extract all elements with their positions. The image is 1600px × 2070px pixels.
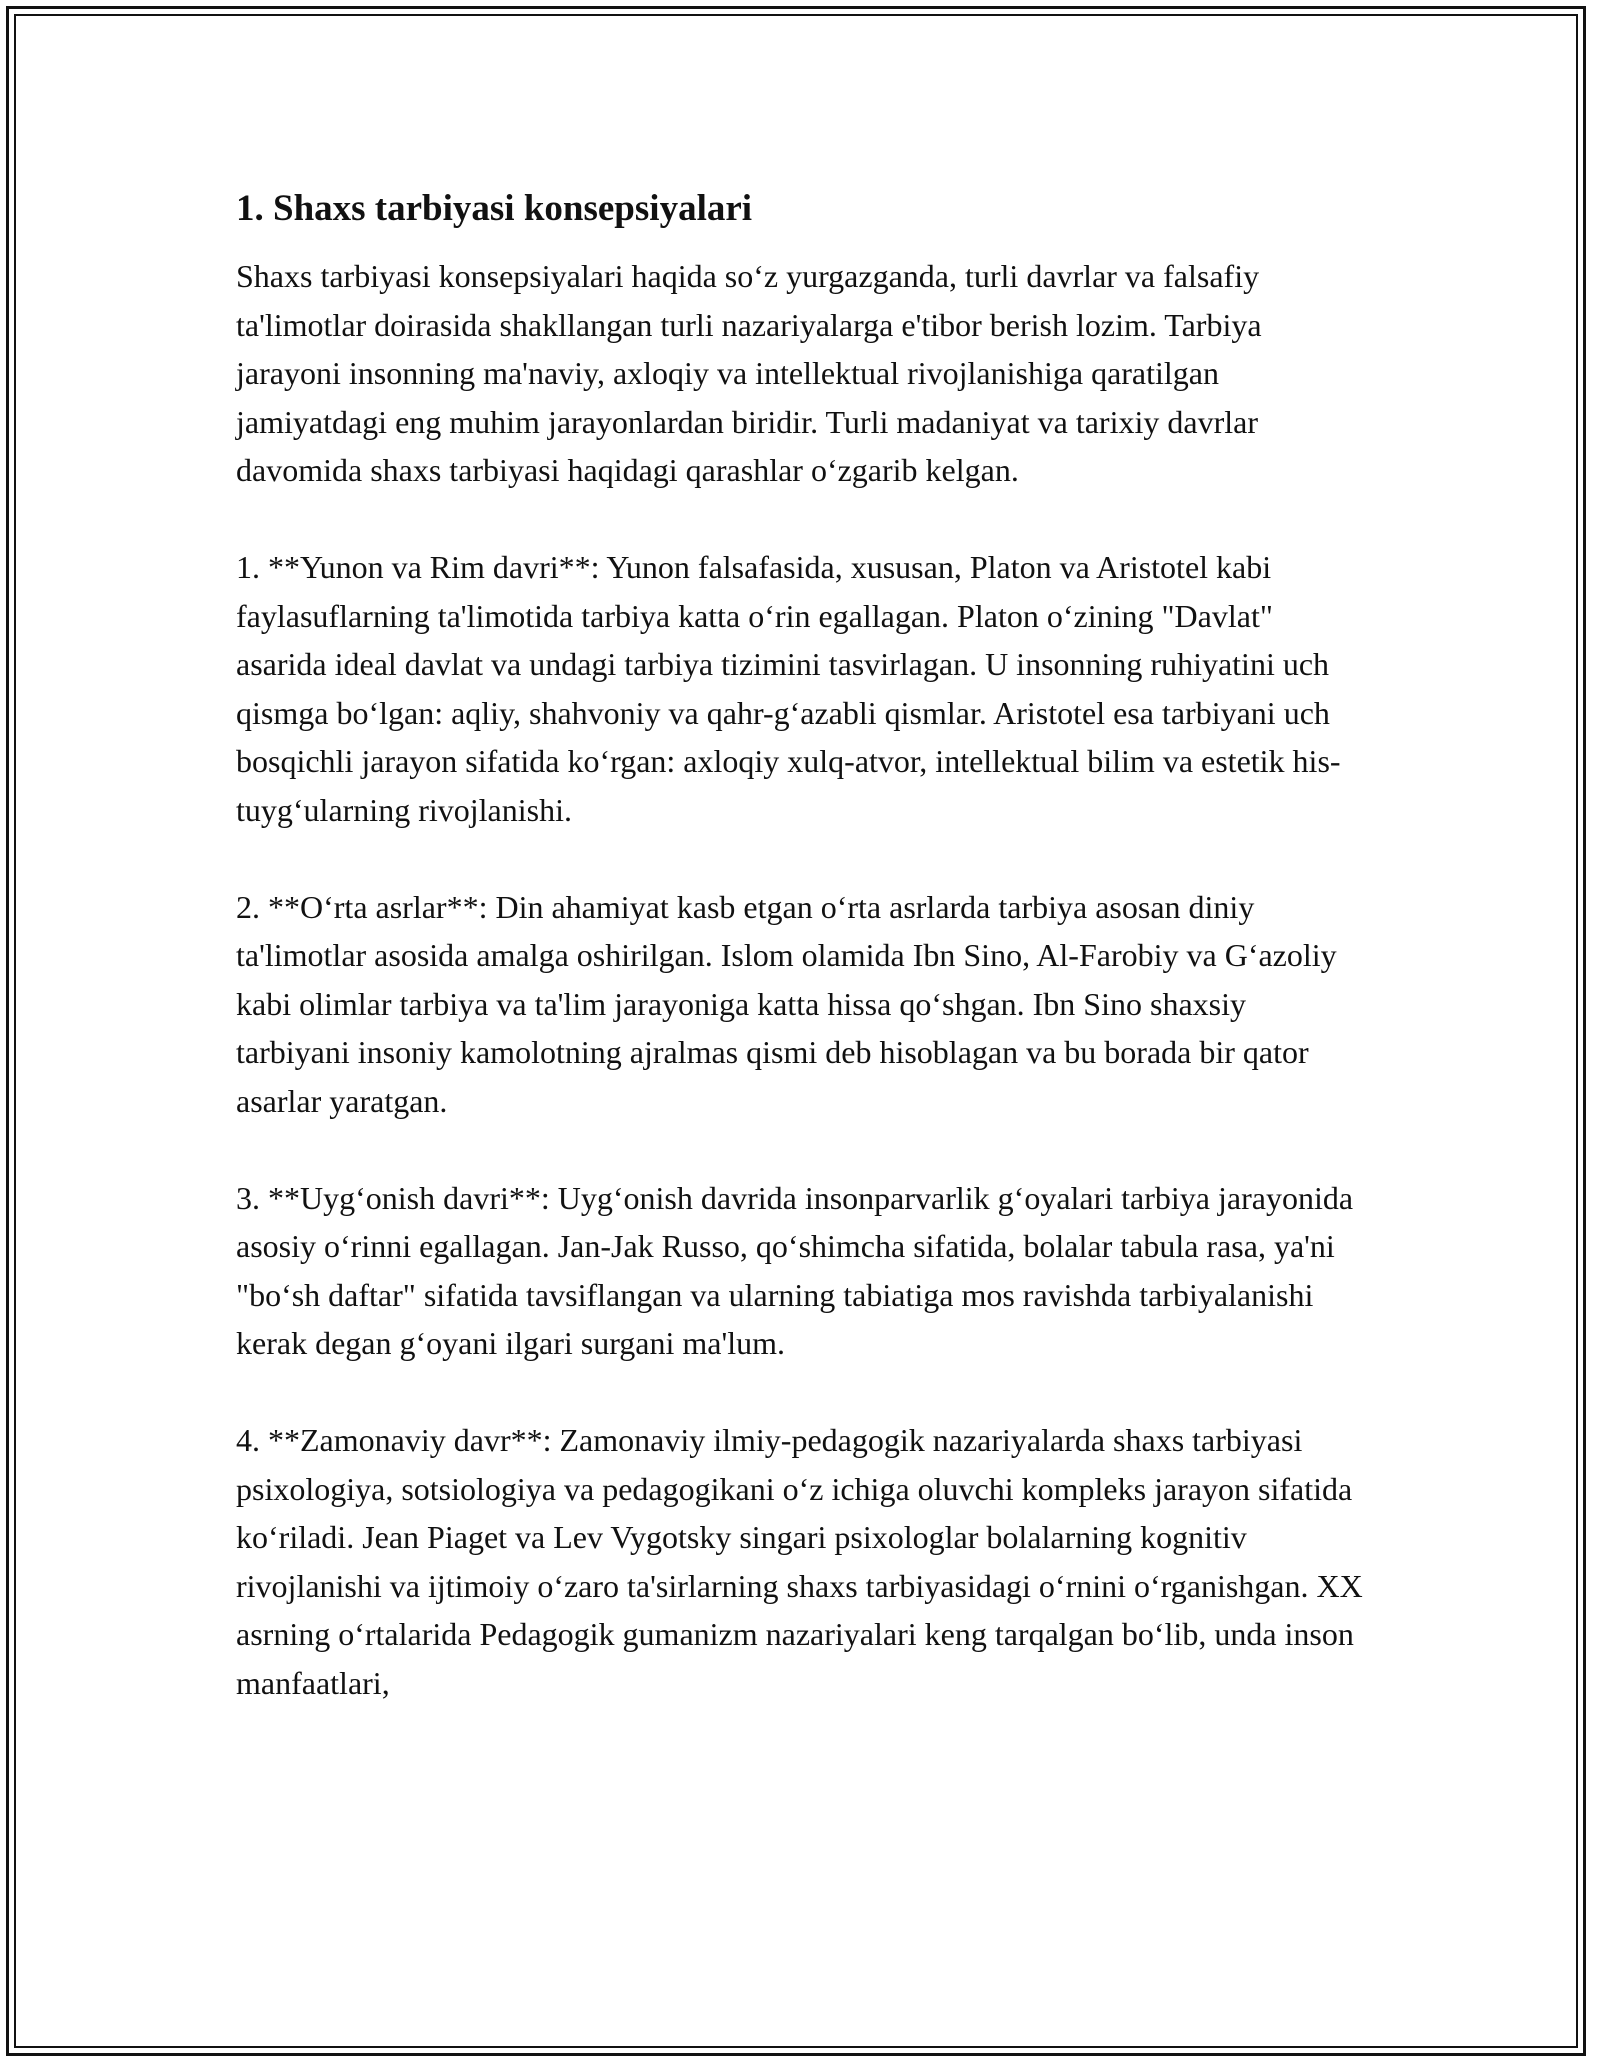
document-body — [236, 186, 1366, 1756]
paragraph-greek-roman-period: 1. **Yunon va Rim davri**: Yunon falsafasida, xususan, Platon va Aristotel kabi faylasuflarning ta'limotida tarbiya katta o‘rin egallagan. Platon o‘zining "Davlat" asarida ideal davlat va undagi tarbiya tizimini tasvirlagan. U insonning ruhiyatini uch qismga bo‘lgan: aqliy, shahvoniy va qahr-g‘azabli qismlar. Aristotel esa tarbiyani uch bosqichli jarayon sifatida ko‘rgan: axloqiy xulq-atvor, intellektual bilim va estetik his-tuyg‘ularning rivojlanishi. — [236, 549, 1341, 828]
section-heading: 1. Shaxs tarbiyasi konsepsiyalari — [236, 188, 753, 229]
paragraph-renaissance: 3. **Uyg‘onish davri**: Uyg‘onish davrida insonparvarlik g‘oyalari tarbiya jarayonida asosiy o‘rinni egallagan. Jan-Jak Russo, qo‘shimcha sifatida, bolalar tabula rasa, ya'ni "bo‘sh daftar" sifatida tavsiflangan va ularning tabiatiga mos ravishda tarbiyalanishi kerak degan g‘oyani ilgari surgani ma'lum. — [236, 1179, 1354, 1361]
paragraph-modern-period: 4. **Zamonaviy davr**: Zamonaviy ilmiy-pedagogik nazariyalarda shaxs tarbiyasi psixologiya, sotsiologiya va pedagogikani o‘z ichiga oluvchi kompleks jarayon sifatida ko‘riladi. Jean Piaget va Lev Vygotsky singari psixologlar bolalarning kognitiv rivojlanishi va ijtimoiy o‘zaro ta'sirlarning shaxs tarbiyasidagi o‘rnini o‘rganishgan. XX asrning o‘rtalarida Pedagogik gumanizm nazariyalari keng tarqalgan bo‘lib, unda inson manfaatlari, — [236, 1422, 1363, 1701]
paragraph-intro: Shaxs tarbiyasi konsepsiyalari haqida so‘z yurgazganda, turli davrlar va falsafiy ta'limotlar doirasida shakllangan turli nazariyalarga e'tibor berish lozim. Tarbiya jarayoni insonning ma'naviy, axloqiy va intellektual rivojlanishiga qaratilgan jamiyatdagi eng muhim jarayonlardan biridir. Turli madaniyat va tarixiy davrlar davomida shaxs tarbiyasi haqidagi qarashlar o‘zgarib kelgan. — [236, 258, 1262, 488]
paragraph-middle-ages: 2. **O‘rta asrlar**: Din ahamiyat kasb etgan o‘rta asrlarda tarbiya asosan diniy ta'limotlar asosida amalga oshirilgan. Islom olamida Ibn Sino, Al-Farobiy va G‘azoliy kabi olimlar tarbiya va ta'lim jarayoniga katta hissa qo‘shgan. Ibn Sino shaxsiy tarbiyani insoniy kamolotning ajralmas qismi deb hisoblagan va bu borada bir qator asarlar yaratgan. — [236, 888, 1337, 1119]
